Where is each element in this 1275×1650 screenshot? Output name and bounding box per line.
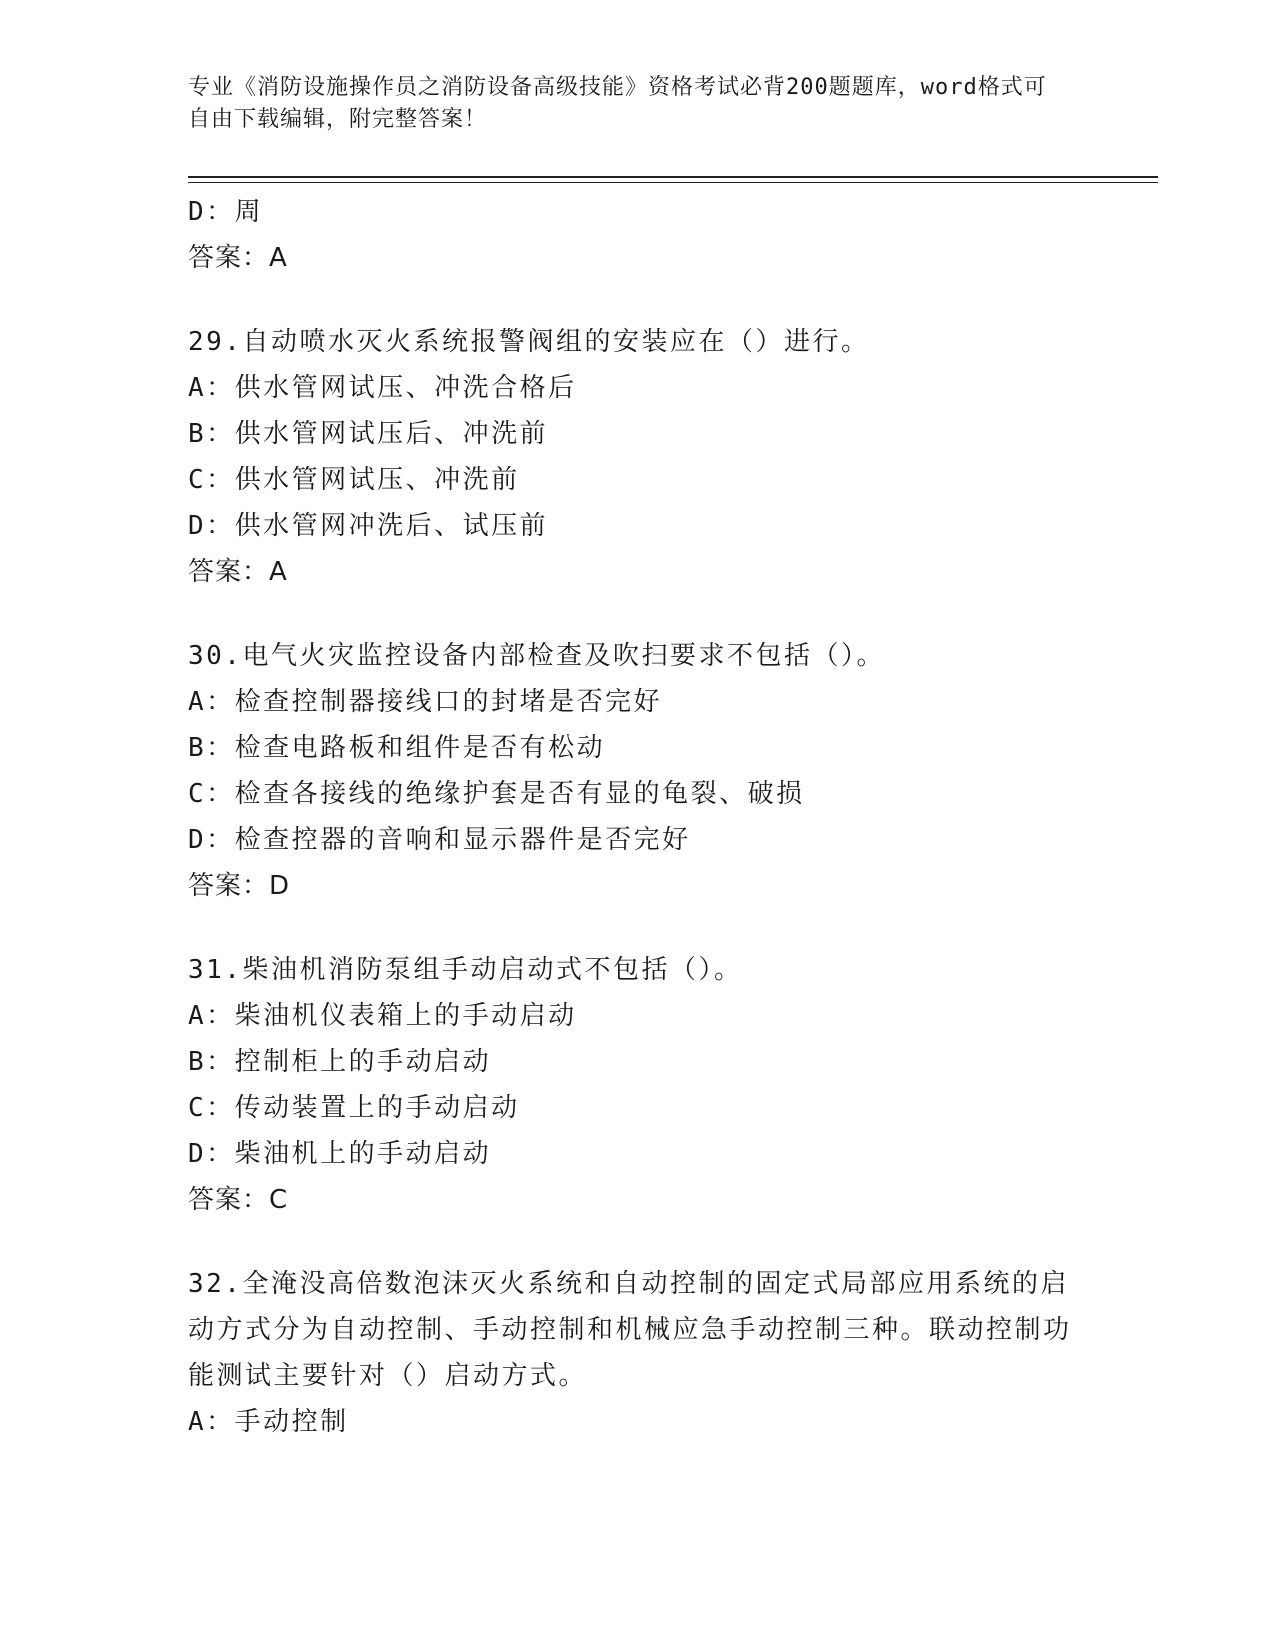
option-b: B：检查电路板和组件是否有松动 [188,733,606,763]
question-29 [188,319,1078,595]
question-text: 31.柴油机消防泵组手动启动式不包括（）。 [188,955,743,985]
question-text: 29.自动喷水灭火系统报警阀组的安装应在（）进行。 [188,327,870,357]
answer: 答案：A [188,557,288,587]
page-header: 专业《消防设施操作员之消防设备高级技能》资格考试必背200题题库，word格式可自由下载编辑，附完整答案！ [188,75,1047,132]
spacer [188,595,1078,633]
header-rule-thin [188,182,1158,183]
option-d: D：供水管网冲洗后、试压前 [188,511,549,541]
option-a: A：柴油机仪表箱上的手动启动 [188,1001,577,1031]
spacer [188,909,1078,947]
option-c: C：传动装置上的手动启动 [188,1093,520,1123]
previous-answer: 答案：A [188,243,288,273]
option-a: A：供水管网试压、冲洗合格后 [188,373,577,403]
question-text: 32.全淹没高倍数泡沫灭火系统和自动控制的固定式局部应用系统的启动方式分为自动控制、手动控制和机械应急手动控制三种。联动控制功能测试主要针对（）启动方式。 [188,1269,1072,1391]
question-list [188,189,1078,1445]
option-a: A：检查控制器接线口的封堵是否完好 [188,687,663,717]
previous-option-d: D：周 [188,197,264,227]
question-31 [188,947,1078,1223]
option-b: B：供水管网试压后、冲洗前 [188,419,549,449]
header-rule-thick [188,176,1158,178]
option-a: A：手动控制 [188,1407,349,1437]
question-text: 30.电气火灾监控设备内部检查及吹扫要求不包括（）。 [188,641,885,671]
option-d: D：柴油机上的手动启动 [188,1139,492,1169]
question-30 [188,633,1078,909]
spacer [188,1223,1078,1261]
option-c: C：供水管网试压、冲洗前 [188,465,520,495]
question-32 [188,1261,1078,1445]
option-b: B：控制柜上的手动启动 [188,1047,492,1077]
option-c: C：检查各接线的绝缘护套是否有显的龟裂、破损 [188,779,805,809]
spacer [188,281,1078,319]
answer: 答案：D [188,871,291,901]
option-d: D：检查控器的音响和显示器件是否完好 [188,825,691,855]
answer: 答案：C [188,1185,289,1215]
